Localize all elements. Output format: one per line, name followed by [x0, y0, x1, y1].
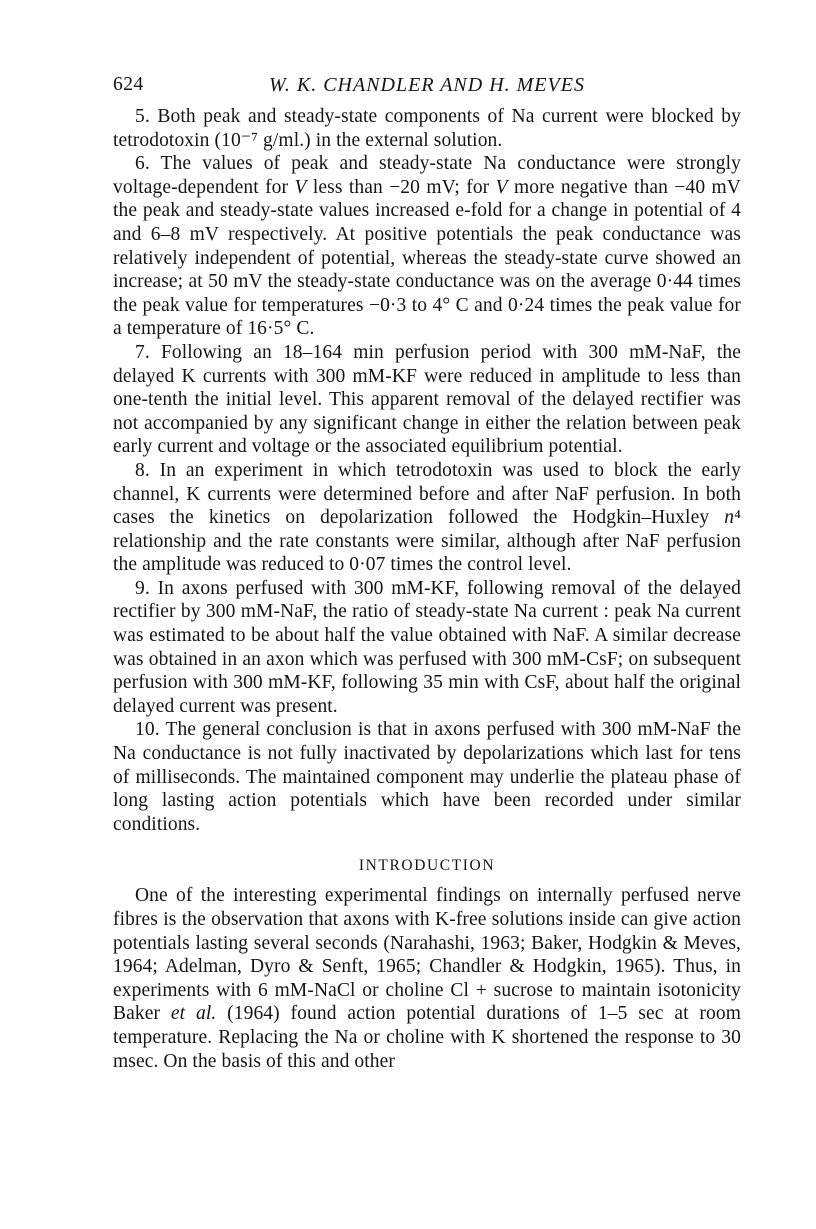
paragraph-text: 6. The values of peak and steady-state Na conductance were strongly voltage-dependent for: [113, 153, 741, 198]
summary-section: [113, 105, 741, 836]
paragraph-text: less than −20 mV; for: [306, 176, 496, 198]
variable-v-italic: V: [294, 176, 307, 198]
summary-item-9: [113, 577, 741, 719]
summary-item-7: [113, 341, 741, 459]
text-block: [113, 105, 741, 1073]
running-title: W. K. CHANDLER AND H. MEVES: [269, 74, 585, 96]
page-number: 624: [113, 74, 144, 95]
summary-item-6: [113, 152, 741, 341]
paragraph-text: ⁴ relationship and the rate constants were similar, although after NaF perfusion the amplitude was reduced to 0·07 times the control level.: [113, 507, 741, 576]
paragraph-text: One of the interesting experimental findings on internally perfused nerve fibres is the observation that axons with K-free solutions inside can give action potentials lasting several seconds (Narahashi, 1963; Baker, Hodgkin & Meves, 1964; Adelman, Dyro & Senft, 1965; Chandler & Hodgkin, 1965). Thus, in experiments with 6 mM-NaCl or choline Cl + sucrose to maintain isotonicity Baker: [113, 885, 741, 1025]
page-header: [113, 74, 741, 100]
introduction-paragraph-1: [113, 884, 741, 1073]
variable-v-italic: V: [495, 176, 508, 198]
paragraph-text: 8. In an experiment in which tetrodotoxin was used to block the early channel, K currents were determined before and after NaF perfusion. In both cases the kinetics on depolarization followed the Hodgkin–Huxley: [113, 459, 741, 529]
introduction-heading: INTRODUCTION: [358, 857, 496, 875]
summary-item-8: [113, 459, 741, 577]
paragraph-text: 10. The general conclusion is that in axons perfused with 300 mM-NaF the Na conductance is not fully inactivated by depolarizations which last for tens of milliseconds. The maintained component may underlie the plateau phase of long lasting action potentials which have been recorded under similar conditions.: [113, 719, 741, 835]
paragraph-text: 5. Both peak and steady-state components of Na current were blocked by tetrodotoxin (10⁻⁷ g/ml.) in the external solution.: [113, 106, 741, 151]
summary-item-10: [113, 718, 741, 836]
introduction-section: [113, 857, 741, 1073]
paragraph-text: (1964) found action potential durations of 1–5 sec at room temperature. Replacing the Na or choline with K shortened the response to 30 msec. On the basis of this and other: [113, 1003, 741, 1072]
paragraph-text: 7. Following an 18–164 min perfusion period with 300 mM-NaF, the delayed K currents with 300 mM-KF were reduced in amplitude to less than one-tenth the initial level. This apparent removal of the delayed rectifier was not accompanied by any significant change in either the relation between peak early current and voltage or the associated equilibrium potential.: [113, 341, 741, 458]
variable-n-italic: n: [724, 507, 735, 529]
summary-item-5: [113, 105, 741, 152]
paragraph-text: 9. In axons perfused with 300 mM-KF, following removal of the delayed rectifier by 300 mM-NaF, the ratio of steady-state Na current : peak Na current was estimated to be about half the value obtained with NaF. A similar decrease was obtained in an axon which was perfused with 300 mM-CsF; on subsequent perfusion with 300 mM-KF, following 35 min with CsF, about half the original delayed current was present.: [113, 577, 741, 717]
paragraph-text: more negative than −40 mV the peak and steady-state values increased e-fold for a change in potential of 4 and 6–8 mV respectively. At positive potentials the peak conductance was relatively independent of potential, whereas the steady-state curve showed an increase; at 50 mV the steady-state conductance was on the average 0·44 times the peak value for temperatures −0·3 to 4° C and 0·24 times the peak value for a temperature of 16·5° C.: [113, 176, 741, 340]
et-al-italic: et al.: [170, 1003, 217, 1025]
